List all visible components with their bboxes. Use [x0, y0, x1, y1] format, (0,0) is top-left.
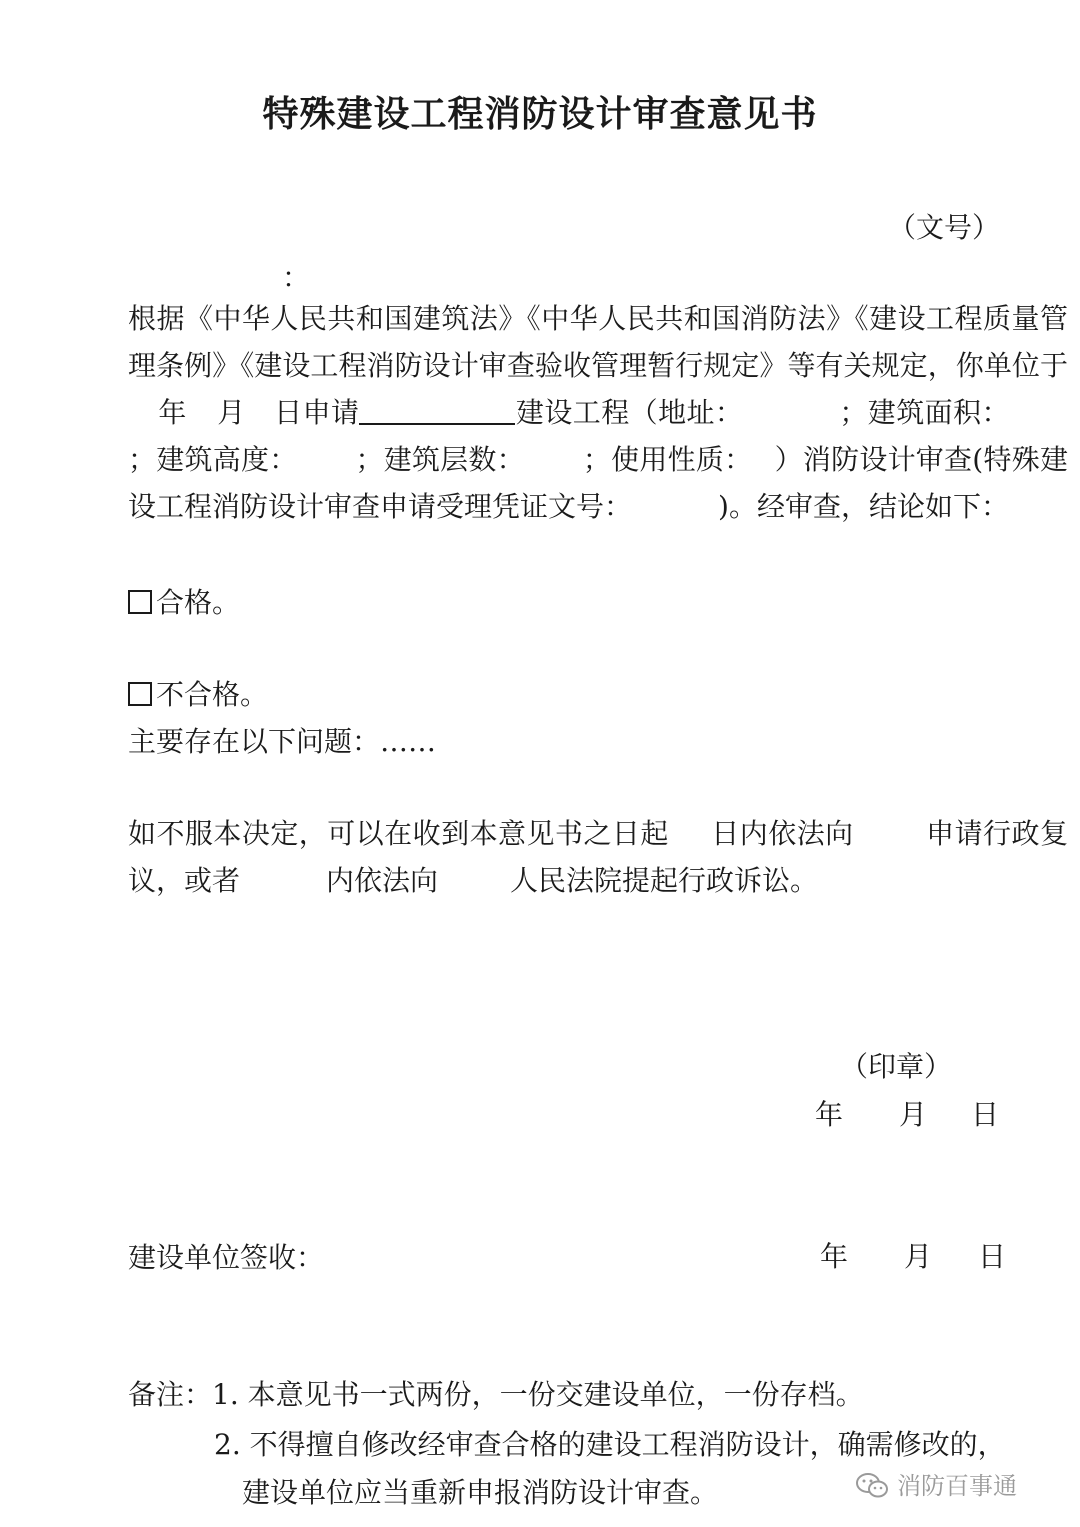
- document-title: 特殊建设工程消防设计审查意见书: [262, 93, 818, 135]
- note-item-1-text: 1. 本意见书一式两份，一份交建设单位，一份存档。: [212, 1378, 864, 1411]
- sign-day-label: 日: [978, 1240, 1007, 1273]
- fail-checkbox: [128, 682, 152, 706]
- project-name-blank: [359, 393, 515, 425]
- appeal-text-e: 人民法院提起行政诉讼。: [510, 864, 819, 897]
- seal-label: （印章）: [840, 1050, 953, 1083]
- sign-month-label: 月: [904, 1240, 933, 1273]
- note-item-1: [128, 1373, 864, 1413]
- issue-day-label: 日: [971, 1098, 1000, 1131]
- document-number: （文号）: [887, 211, 1000, 244]
- issue-date: [815, 1093, 999, 1133]
- area-label: ；建筑面积：: [839, 396, 1010, 429]
- year-label: 年: [158, 396, 187, 429]
- conclusion-intro: )。经审查，结论如下：: [718, 490, 1009, 523]
- watermark: [855, 1466, 1017, 1501]
- fail-option: [128, 673, 268, 713]
- issue-year-label: 年: [815, 1098, 844, 1131]
- issue-month-label: 月: [899, 1098, 928, 1131]
- recipient-colon: ：: [282, 261, 311, 294]
- address-label: 建设工程（地址：: [515, 396, 744, 429]
- sign-year-label: 年: [820, 1240, 849, 1273]
- appeal-text-c: 申请行政复议，或者: [128, 817, 1068, 897]
- pass-option: [128, 581, 240, 621]
- note-item-2-continued: 建设单位应当重新申报消防设计审查。: [242, 1476, 719, 1509]
- certificate-label: ）消防设计审查(特殊建设工程消防设计审查申请受理凭证文号：: [128, 443, 1068, 523]
- floors-label: ；建筑层数：: [355, 443, 525, 476]
- height-label: ；建筑高度：: [128, 443, 298, 476]
- sign-date: [820, 1235, 1006, 1275]
- legal-basis-text: 根据《中华人民共和国建筑法》《中华人民共和国消防法》《建设工程质量管理条例》《建设工程消防设计审查验收管理暂行规定》等有关规定，你单位于: [128, 302, 1068, 382]
- watermark-text: 消防百事通: [897, 1472, 1017, 1500]
- main-paragraph: [70, 295, 1068, 530]
- note-item-2: 2. 不得擅自修改经审查合格的建设工程消防设计，确需修改的，: [214, 1428, 1006, 1461]
- issues-label: 主要存在以下问题：……: [128, 725, 437, 758]
- pass-label: 合格。: [156, 586, 241, 619]
- day-apply-label: 日申请: [273, 396, 360, 429]
- appeal-text-b: 日内依法向: [710, 817, 854, 850]
- appeal-text-d: 内依法向: [326, 864, 439, 897]
- usage-label: ；使用性质：: [582, 443, 753, 476]
- wechat-icon: [855, 1472, 889, 1500]
- appeal-text-a: 如不服本决定，可以在收到本意见书之日起: [128, 817, 669, 850]
- appeal-paragraph: [70, 810, 1068, 904]
- sign-label: 建设单位签收：: [128, 1241, 325, 1274]
- fail-label: 不合格。: [156, 678, 269, 711]
- note-prefix: 备注：: [128, 1378, 213, 1411]
- pass-checkbox: [128, 590, 152, 614]
- month-label: 月: [216, 396, 246, 429]
